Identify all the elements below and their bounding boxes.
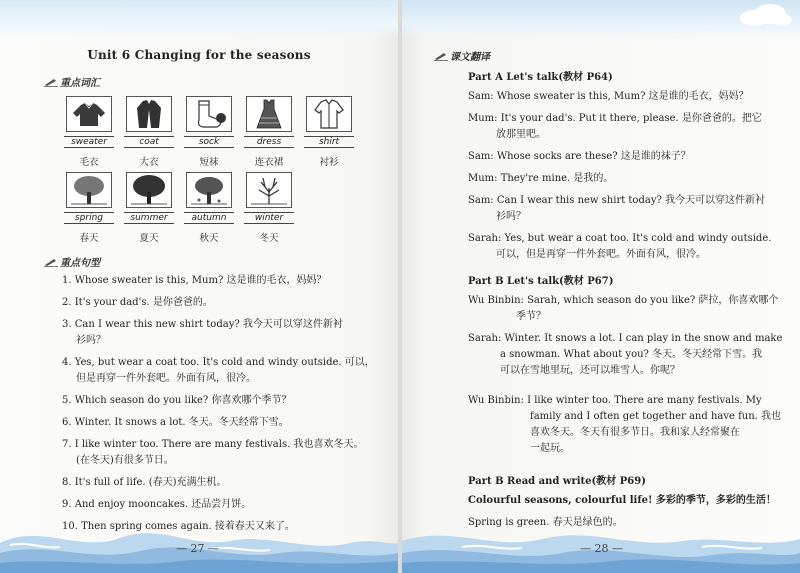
vocab-heading-text: 重点词汇	[60, 78, 100, 89]
dialogue-line: Wu Binbin: I like winter too. There are many festivals. My	[468, 395, 762, 406]
vocab-translation: 短袜	[199, 157, 219, 168]
vocab-word: spring	[64, 212, 114, 224]
sentence-continuation: 但是再穿一件外套吧。外面有风，很冷。	[76, 373, 256, 384]
page-number-right: — 28 —	[580, 542, 623, 555]
dialogue-line: 放那里吧。	[496, 129, 546, 140]
sentence-continuation: (在冬天)有很多节日。	[76, 455, 174, 466]
water-decoration	[0, 503, 398, 573]
dialogue-line: 一起玩。	[530, 443, 570, 454]
reading-line: Spring is green. 春天是绿色的。	[468, 517, 623, 528]
page-number-left: — 27 —	[176, 542, 219, 555]
dialogue-line: 衫吗？	[496, 211, 526, 222]
dialogue-line: a snowman. What about you? 冬天。冬天经常下雪。我	[500, 349, 763, 360]
vocab-translation: 春天	[79, 233, 99, 244]
dialogue-line: Sarah: Yes, but wear a coat too. It's cold and windy outside.	[468, 233, 772, 244]
vocab-item-sweater	[64, 96, 114, 168]
vocab-word: sock	[184, 136, 234, 148]
vocab-translation: 冬天	[259, 233, 279, 244]
dialogue-line: Wu Binbin: Sarah, which season do you like? 萨拉，你喜欢哪个	[468, 295, 779, 306]
vocab-item-coat	[124, 96, 174, 168]
dialogue-line: Sam: Whose sweater is this, Mum? 这是谁的毛衣，妈妈？	[468, 91, 749, 102]
sentence: 2. It's your dad's. 是你爸爸的。	[62, 297, 213, 308]
vocab-heading	[44, 74, 100, 89]
dialogue-line: Mum: It's your dad's. Put it there, please. 是你爸爸的。把它	[468, 113, 762, 124]
cloud-icon	[734, 2, 794, 30]
vocab-item-shirt	[304, 96, 354, 168]
sentence-heading	[44, 254, 100, 269]
winter-tree-icon	[246, 172, 292, 208]
dialogue-line: Sam: Whose socks are these? 这是谁的袜子？	[468, 151, 691, 162]
dress-icon	[246, 96, 292, 132]
part-a-title: Part A Let's talk(教材 P64)	[468, 72, 613, 83]
vocab-word: sweater	[64, 136, 114, 148]
left-page	[0, 0, 398, 573]
sentence: 9. And enjoy mooncakes. 还品尝月饼。	[62, 499, 252, 510]
part-b2-title: Part B Read and write(教材 P69)	[468, 476, 646, 487]
pen-icon	[44, 77, 58, 87]
spring-tree-icon	[66, 172, 112, 208]
vocab-translation: 秋天	[199, 233, 219, 244]
vocab-word: dress	[244, 136, 294, 148]
vocab-word: shirt	[304, 136, 354, 148]
shirt-icon	[306, 96, 352, 132]
coat-icon	[126, 96, 172, 132]
translation-heading-text: 课文翻译	[450, 52, 490, 63]
vocab-item-sock	[184, 96, 234, 168]
unit-title: Unit 6 Changing for the seasons	[87, 48, 311, 62]
vocab-translation: 连衣裙	[254, 157, 284, 168]
sentence: 10. Then spring comes again. 接着春天又来了。	[62, 521, 295, 532]
vocab-word: summer	[124, 212, 174, 224]
vocab-translation: 衬衫	[319, 157, 339, 168]
dialogue-line: 喜欢冬天。冬天有很多节日。我和家人经常聚在	[530, 427, 740, 438]
vocab-translation: 毛衣	[79, 157, 99, 168]
sky-decoration	[0, 0, 398, 40]
vocab-item-winter	[244, 172, 294, 244]
pen-icon	[434, 51, 448, 61]
sentence: 6. Winter. It snows a lot. 冬天。冬天经常下雪。	[62, 417, 289, 428]
sentence-continuation: 衫吗？	[76, 335, 106, 346]
dialogue-line: Mum: They're mine. 是我的。	[468, 173, 614, 184]
vocab-item-spring	[64, 172, 114, 244]
translation-heading	[434, 48, 490, 63]
dialogue-line: Sam: Can I wear this new shirt today? 我今天可以穿这件新衬	[468, 195, 766, 206]
reading-subtitle: Colourful seasons, colourful life! 多彩的季节，多彩的生活！	[468, 495, 776, 506]
vocab-item-dress	[244, 96, 294, 168]
dialogue-line: 可以在雪地里玩，还可以堆雪人。你呢？	[500, 365, 680, 376]
vocab-item-summer	[124, 172, 174, 244]
sentence: 1. Whose sweater is this, Mum? 这是谁的毛衣，妈妈？	[62, 275, 327, 286]
summer-tree-icon	[126, 172, 172, 208]
part-b-title: Part B Let's talk(教材 P67)	[468, 276, 614, 287]
sentence: 7. I like winter too. There are many festivals. 我也喜欢冬天。	[62, 439, 364, 450]
sentence: 4. Yes, but wear a coat too. It's cold and windy outside. 可以，	[62, 357, 375, 368]
sentence: 8. It's full of life. (春天)充满生机。	[62, 477, 227, 488]
vocab-word: autumn	[184, 212, 234, 224]
vocab-word: coat	[124, 136, 174, 148]
vocab-item-autumn	[184, 172, 234, 244]
sentence: 5. Which season do you like? 你喜欢哪个季节？	[62, 395, 292, 406]
autumn-tree-icon	[186, 172, 232, 208]
vocab-translation: 夏天	[139, 233, 159, 244]
water-decoration	[402, 503, 800, 573]
sentence-heading-text: 重点句型	[60, 258, 100, 269]
vocab-translation: 大衣	[139, 157, 159, 168]
sweater-icon	[66, 96, 112, 132]
dialogue-line: family and I often get together and have fun. 我也	[530, 411, 782, 422]
sock-icon	[186, 96, 232, 132]
vocab-word: winter	[244, 212, 294, 224]
dialogue-line: 季节？	[516, 311, 546, 322]
pen-icon	[44, 257, 58, 267]
dialogue-line: 可以，但是再穿一件外套吧。外面有风，很冷。	[496, 249, 706, 260]
dialogue-line: Sarah: Winter. It snows a lot. I can play in the snow and make	[468, 333, 783, 344]
sentence: 3. Can I wear this new shirt today? 我今天可以穿这件新衬	[62, 319, 343, 330]
